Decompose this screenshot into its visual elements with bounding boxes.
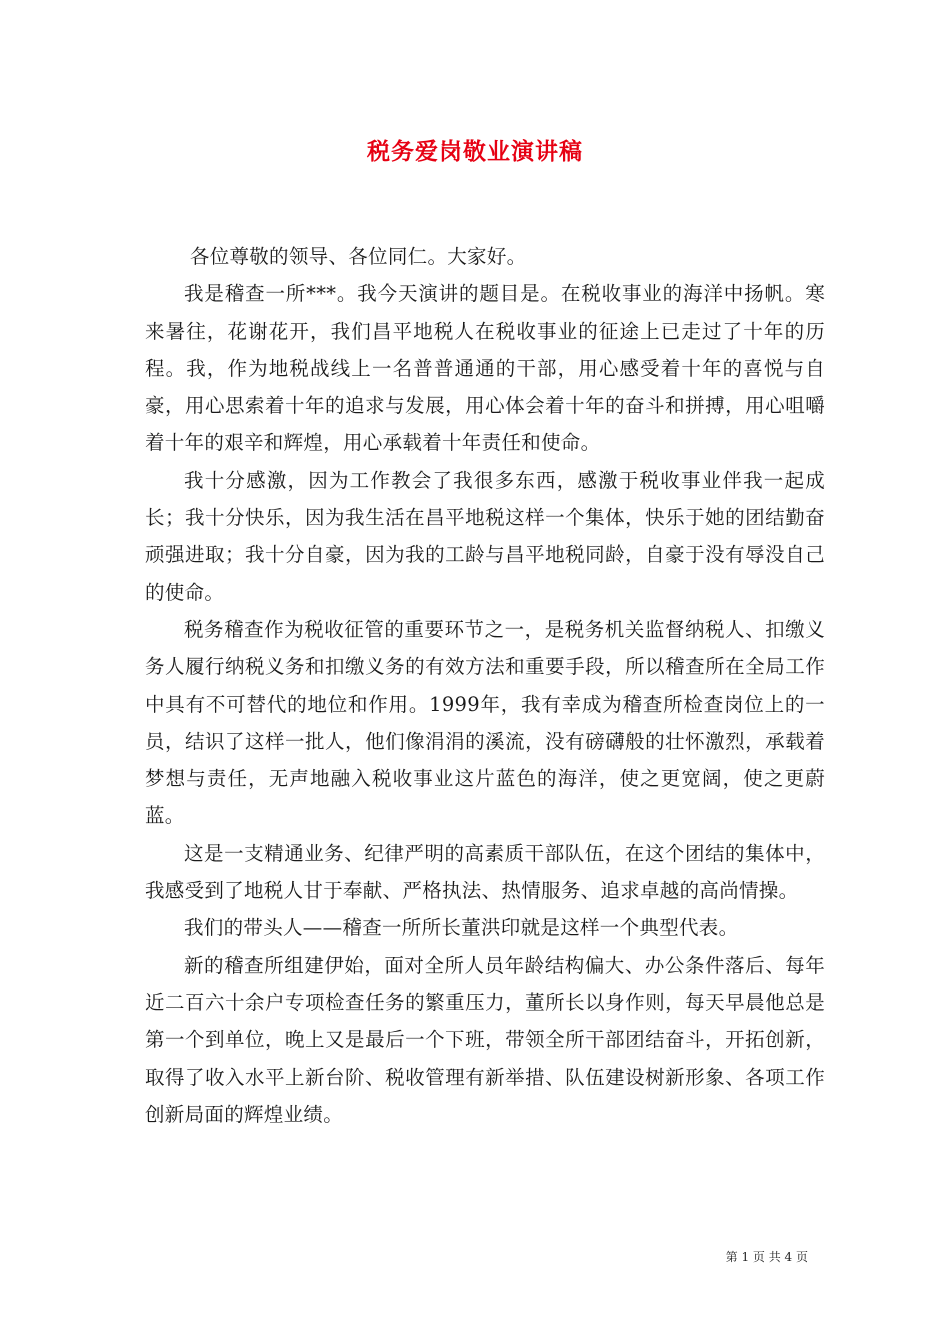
- paragraph: 我是稽查一所***。我今天演讲的题目是。在税收事业的海洋中扬帆。寒来暑往，花谢花开，我们昌平地税人在税收事业的征途上已走过了十年的历程。我，作为地税战线上一名普普通通的干部，用心感受着十年的喜悦与自豪，用心思索着十年的追求与发展，用心体会着十年的奋斗和拼搏，用心咀嚼着十年的艰辛和辉煌，用心承载着十年责任和使命。: [145, 282, 825, 455]
- paragraph: 新的稽查所组建伊始，面对全所人员年龄结构偏大、办公条件落后、每年近二百六十余户专项检查任务的繁重压力，董所长以身作则，每天早晨他总是第一个到单位，晚上又是最后一个下班，带领全所干部团结奋斗，开拓创新，取得了收入水平上新台阶、税收管理有新举措、队伍建设树新形象、各项工作创新局面的辉煌业绩。: [145, 953, 825, 1126]
- document-title: 税务爱岗敬业演讲稿: [367, 138, 583, 165]
- paragraph-salutation: 各位尊敬的领导、各位同仁。大家好。: [189, 245, 527, 268]
- paragraph: 我十分感激，因为工作教会了我很多东西，感激于税收事业伴我一起成长；我十分快乐，因为我生活在昌平地税这样一个集体，快乐于她的团结勤奋顽强进取；我十分自豪，因为我的工龄与昌平地税同龄，自豪于没有辱没自己的使命。: [145, 468, 825, 604]
- paragraph: 这是一支精通业务、纪律严明的高素质干部队伍，在这个团结的集体中，我感受到了地税人甘于奉献、严格执法、热情服务、追求卓越的高尚情操。: [145, 841, 825, 903]
- paragraph: 我们的带头人——稽查一所所长董洪印就是这样一个典型代表。: [184, 916, 739, 940]
- document-body: [145, 238, 825, 1133]
- page-number-footer: 第 1 页 共 4 页: [725, 1250, 808, 1264]
- paragraph: 税务稽查作为税收征管的重要环节之一，是税务机关监督纳税人、扣缴义务人履行纳税义务和扣缴义务的有效方法和重要手段，所以稽查所在全局工作中具有不可替代的地位和作用。1999年，我有幸成为稽查所检查岗位上的一员，结识了这样一批人，他们像涓涓的溪流，没有磅礴般的壮怀激烈，承载着梦想与责任，无声地融入税收事业这片蓝色的海洋，使之更宽阔，使之更蔚蓝。: [145, 617, 825, 828]
